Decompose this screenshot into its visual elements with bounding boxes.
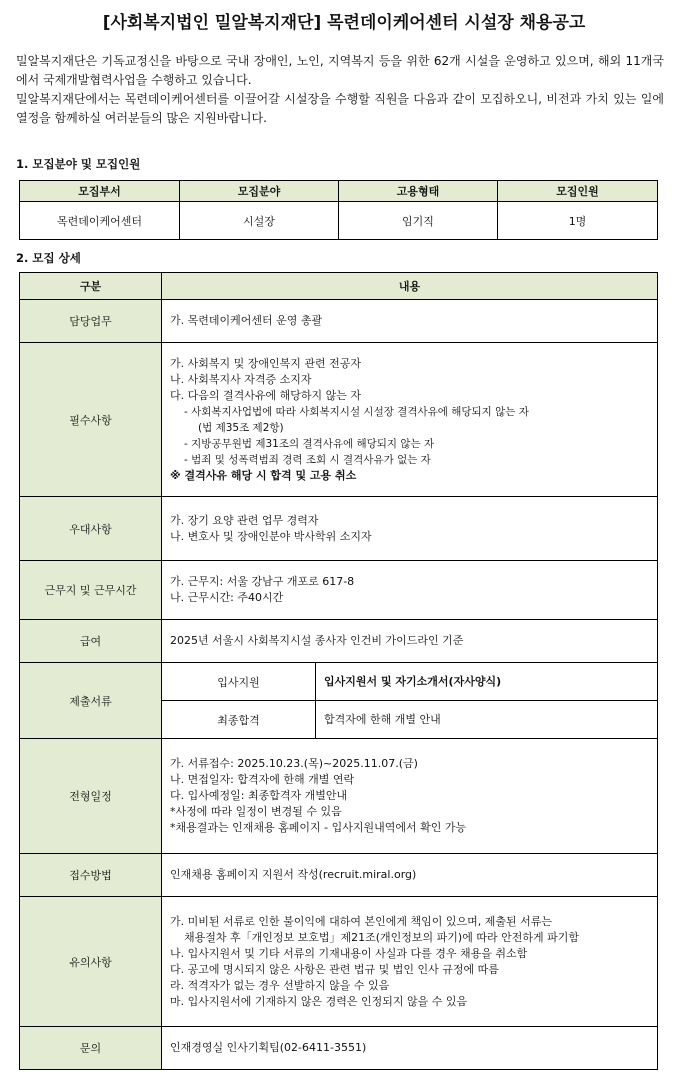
- schedule-item: *사정에 따라 일정이 변경될 수 있음: [170, 805, 342, 818]
- content-required: [162, 343, 658, 497]
- label-schedule: 전형일정: [20, 739, 162, 854]
- header-category: 구분: [20, 273, 162, 300]
- required-subitem: - 사회복지사업법에 따라 사회복지시설 시설장 결격사유에 해당되지 않는 자: [184, 405, 529, 418]
- content-method: 인재채용 홈페이지 지원서 작성(recruit.miral.org): [162, 854, 658, 897]
- preferred-item: 가. 장기 요양 관련 업무 경력자: [170, 513, 319, 527]
- notes-item: 마. 입사지원서에 기재하지 않은 경력은 인정되지 않을 수 있음: [170, 994, 468, 1008]
- content-schedule: [162, 739, 658, 854]
- header-field: 모집분야: [180, 181, 339, 202]
- required-subitem: - 범죄 및 성폭력범죄 경력 조회 시 결격사유가 없는 자: [184, 453, 431, 466]
- label-notes: 유의사항: [20, 897, 162, 1027]
- row-method: [20, 854, 658, 897]
- content-notes: [162, 897, 658, 1027]
- preferred-item: 나. 변호사 및 장애인분야 박사학위 소지자: [170, 529, 372, 543]
- schedule-item: 가. 서류접수: 2025.10.23.(목)~2025.11.07.(금): [170, 757, 418, 770]
- row-schedule: [20, 739, 658, 854]
- required-note: ※ 결격사유 해당 시 합격 및 고용 취소: [170, 468, 357, 482]
- table-row: [20, 202, 658, 240]
- notes-item: 나. 입사지원서 및 기타 서류의 기재내용이 사실과 다를 경우 채용을 취소함: [170, 946, 528, 960]
- intro-paragraph-2: 밀알복지재단에서는 목련데이케어센터를 이끌어갈 시설장을 수행할 직원을 다음과 같이 모집하오니, 비전과 가치 있는 일에 열정을 함께하실 여러분들의 많은 지원바랍니다.: [16, 92, 664, 125]
- row-duty: [20, 300, 658, 343]
- required-subitem: - 지방공무원법 제31조의 결격사유에 해당되지 않는 자: [184, 437, 435, 450]
- label-preferred: 우대사항: [20, 497, 162, 561]
- recruitment-detail-table: [19, 272, 658, 1070]
- header-department: 모집부서: [20, 181, 180, 202]
- table-header-row: [20, 181, 658, 202]
- label-required: 필수사항: [20, 343, 162, 497]
- documents-stage-apply: 입사지원: [162, 663, 316, 701]
- workplace-item: 가. 근무지: 서울 강남구 개포로 617-8: [170, 575, 355, 588]
- cell-department: 목련데이케어센터: [20, 202, 180, 240]
- cell-headcount: 1명: [498, 202, 658, 240]
- row-documents-apply: [20, 663, 658, 701]
- schedule-item: 나. 면접일자: 합격자에 한해 개별 연락: [170, 773, 355, 786]
- recruitment-summary-table: [19, 180, 658, 240]
- cell-field: 시설장: [180, 202, 339, 240]
- duty-item: 가. 목련데이케어센터 운영 총괄: [170, 314, 323, 327]
- label-salary: 급여: [20, 620, 162, 663]
- label-workplace: 근무지 및 근무시간: [20, 561, 162, 620]
- required-item: 나. 사회복지사 자격증 소지자: [170, 372, 312, 386]
- documents-stage-final: 최종합격: [162, 701, 316, 739]
- section-2-heading: 2. 모집 상세: [16, 251, 81, 265]
- row-workplace: [20, 561, 658, 620]
- row-contact: [20, 1027, 658, 1070]
- content-contact: 인재경영실 인사기획팀(02-6411-3551): [162, 1027, 658, 1070]
- workplace-item: 나. 근무시간: 주40시간: [170, 591, 284, 604]
- notes-item: 가. 미비된 서류로 인한 불이익에 대하여 본인에게 책임이 있으며, 제출된 서류는: [170, 914, 552, 928]
- content-salary: 2025년 서울시 사회복지시설 종사자 인건비 가이드라인 기준: [162, 620, 658, 663]
- intro-paragraph-1: 밀알복지재단은 기독교정신을 바탕으로 국내 장애인, 노인, 지역복지 등을 위한 62개 시설을 운영하고 있으며, 해외 11개국에서 국제개발협력사업을 수행하고 있습니다.: [16, 54, 664, 87]
- section-1-heading: 1. 모집분야 및 모집인원: [16, 157, 141, 171]
- required-subitem: (법 제35조 제2항): [198, 421, 284, 434]
- header-content: 내용: [162, 273, 658, 300]
- notes-item: 라. 적격자가 없는 경우 선발하지 않을 수 있음: [170, 978, 390, 992]
- required-item: 가. 사회복지 및 장애인복지 관련 전공자: [170, 356, 361, 370]
- label-duty: 담당업무: [20, 300, 162, 343]
- schedule-item: 다. 입사예정일: 최종합격자 개별안내: [170, 789, 348, 802]
- content-preferred: [162, 497, 658, 561]
- cell-employment-type: 임기직: [339, 202, 498, 240]
- intro-text: [16, 52, 664, 128]
- notes-item: 다. 공고에 명시되지 않은 사항은 관련 법규 및 법인 인사 규정에 따름: [170, 962, 499, 976]
- row-preferred: [20, 497, 658, 561]
- label-documents: 제출서류: [20, 663, 162, 739]
- header-headcount: 모집인원: [498, 181, 658, 202]
- page-title: [사회복지법인 밀알복지재단] 목련데이케어센터 시설장 채용공고: [102, 13, 586, 33]
- schedule-item: *채용결과는 인재채용 홈페이지 - 입사지원내역에서 확인 가능: [170, 821, 467, 834]
- notes-item: 채용절차 후「개인정보 보호법」제21조(개인정보의 파기)에 따라 안전하게 파기함: [184, 930, 579, 944]
- content-workplace: [162, 561, 658, 620]
- table-header-row: [20, 273, 658, 300]
- label-contact: 문의: [20, 1027, 162, 1070]
- label-method: 접수방법: [20, 854, 162, 897]
- content-duty: [162, 300, 658, 343]
- row-required: [20, 343, 658, 497]
- row-salary: [20, 620, 658, 663]
- required-item: 다. 다음의 결격사유에 해당하지 않는 자: [170, 388, 361, 402]
- documents-content-apply: 입사지원서 및 자기소개서(자사양식): [316, 663, 658, 701]
- row-notes: [20, 897, 658, 1027]
- documents-content-final: 합격자에 한해 개별 안내: [316, 701, 658, 739]
- header-employment-type: 고용형태: [339, 181, 498, 202]
